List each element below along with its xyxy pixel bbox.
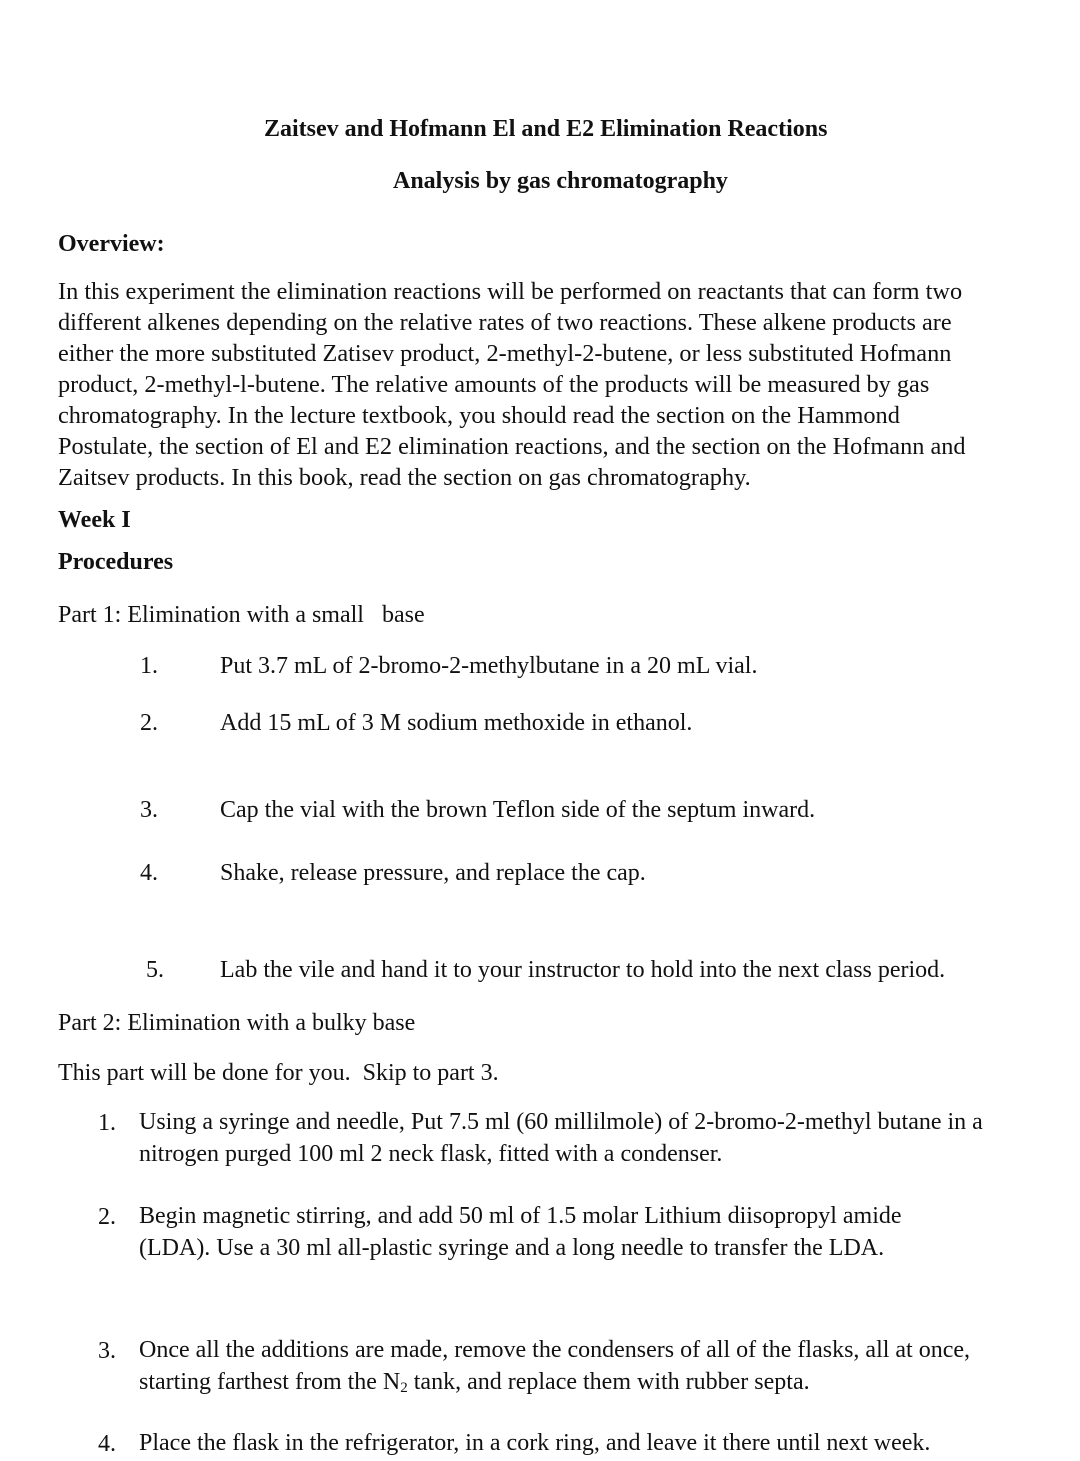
week-heading: Week I [58,507,131,533]
step-line: (LDA). Use a 30 ml all-plastic syringe and a long needle to transfer the LDA. [139,1235,885,1261]
step-line-text: starting farthest from the N [139,1369,401,1395]
part2-note: This part will be done for you. Skip to part 3. [58,1060,499,1086]
step-text: Add 15 mL of 3 M sodium methoxide in ethanol. [220,710,693,736]
step-number: 4. [140,860,158,886]
step-line: nitrogen purged 100 ml 2 neck flask, fitted with a condenser. [139,1141,723,1167]
document-subtitle: Analysis by gas chromatography [393,168,728,194]
overview-line: In this experiment the elimination reactions will be performed on reactants that can form two [58,278,963,305]
step-number: 1. [98,1110,116,1136]
step-line-text: tank, and replace them with rubber septa. [407,1369,810,1395]
step-line: Begin magnetic stirring, and add 50 ml of 1.5 molar Lithium diisopropyl amide [139,1203,902,1229]
step-text: Shake, release pressure, and replace the cap. [220,860,646,886]
step-number: 1. [140,653,158,679]
part1-heading: Part 1: Elimination with a small base [58,602,425,628]
step-number: 4. [98,1431,116,1457]
part2-heading: Part 2: Elimination with a bulky base [58,1010,416,1036]
step-text: Cap the vial with the brown Teflon side of the septum inward. [220,797,816,823]
step-line [139,1366,970,1404]
step-text [139,1200,902,1264]
step-number: 3. [98,1338,116,1364]
step-text [139,1106,983,1170]
overview-line: chromatography. In the lecture textbook, you should read the section on the Hammond [58,402,900,429]
step-line: Place the flask in the refrigerator, in a cork ring, and leave it there until next week. [139,1430,931,1456]
step-line: Using a syringe and needle, Put 7.5 ml (60 millilmole) of 2-bromo-2-methyl butane in a [139,1109,983,1135]
overview-line: Postulate, the section of El and E2 elimination reactions, and the section on the Hofmann and [58,433,966,460]
overview-line: different alkenes depending on the relative rates of two reactions. These alkene products are [58,309,952,336]
step-number: 2. [98,1204,116,1230]
step-number: 2. [140,710,158,736]
step-line: Once all the additions are made, remove the condensers of all of the flasks, all at once, [139,1337,971,1363]
overview-heading: Overview: [58,231,165,257]
step-text: Lab the vile and hand it to your instructor to hold into the next class period. [220,957,946,983]
overview-paragraph [58,276,1063,493]
step-text [139,1334,970,1404]
procedures-heading: Procedures [58,549,174,575]
overview-line: product, 2-methyl-l-butene. The relative amounts of the products will be measured by gas [58,371,930,398]
overview-line: Zaitsev products. In this book, read the section on gas chromatography. [58,464,751,491]
step-number: 3. [140,797,158,823]
step-text [139,1427,930,1459]
subscript-2: 2 [400,1380,408,1396]
document-title: Zaitsev and Hofmann El and E2 Elimination Reactions [264,116,828,142]
overview-line: either the more substituted Zatisev product, 2-methyl-2-butene, or less substituted Hofmann [58,340,952,367]
step-text: Put 3.7 mL of 2-bromo-2-methylbutane in a 20 mL vial. [220,653,758,679]
step-number: 5. [146,957,164,983]
